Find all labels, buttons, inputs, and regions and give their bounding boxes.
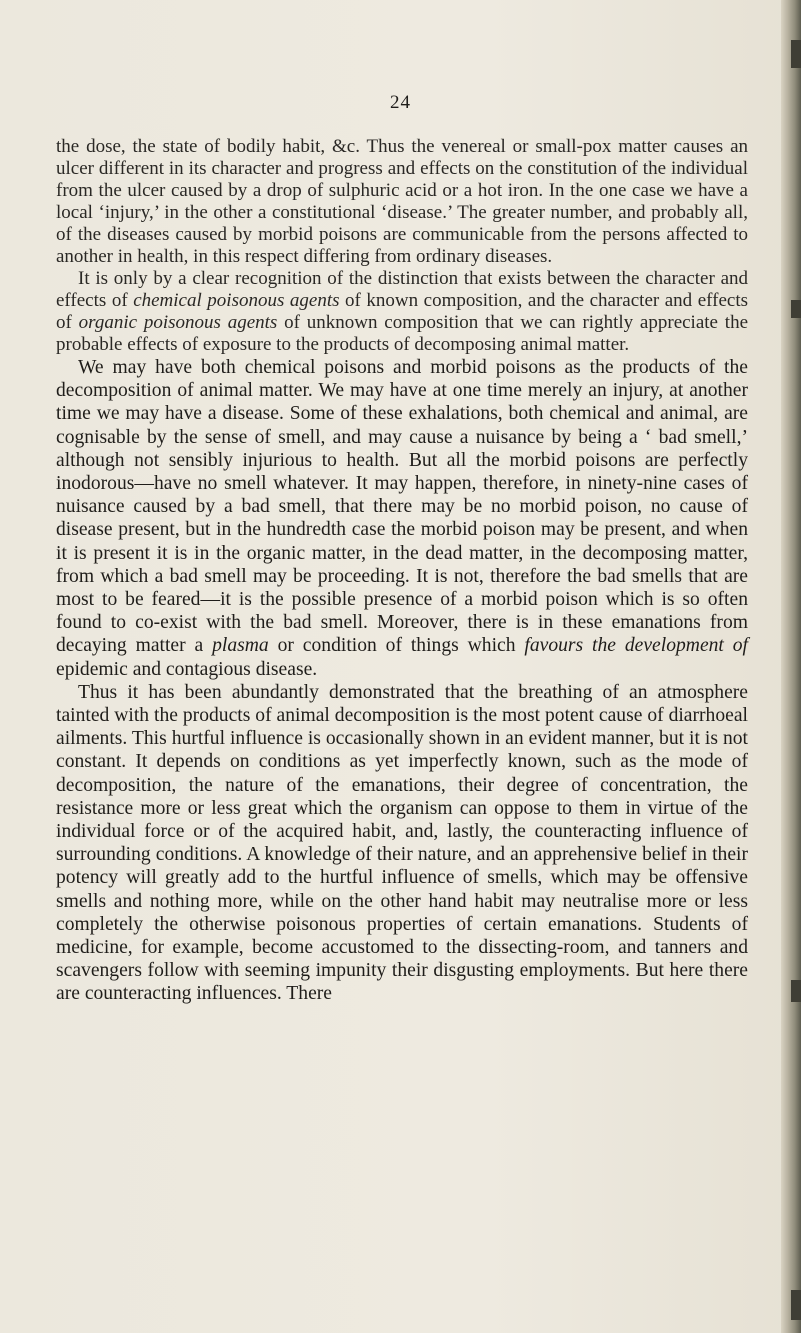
edge-tab-marker: [791, 40, 801, 68]
edge-tab-marker: [791, 980, 801, 1002]
paragraph-2-text-c: of unknown composition that we can rightly appreciate the probable effects of exposure to the products of decomposing animal matter.: [56, 312, 748, 355]
paragraph-3-text-c: epidemic and contagious disease.: [56, 658, 318, 680]
paragraph-3-italic-favours: favours the development of: [524, 635, 748, 657]
paragraph-4-text: Thus it has been abundantly demonstrated that the breathing of an atmosphere tainted with the products of animal decomposition is the most potent cause of diarrhoeal ailments. This hurtful influence is occasionally shown in an evident manner, but it is not constant. It depends on conditions as yet imperfectly known, such as the mode of decomposition, the nature of the emanations, their degree of concentration, the resistance more or less great which the organism can oppose to them in virtue of the individual force or of the acquired habit, and, lastly, the counteracting influence of surrounding conditions. A knowledge of their nature, and an apprehensive belief in their potency will greatly add to the hurtful influence of smells, which may be offensive smells and nothing more, while on the other hand habit may neutralise more or less completely the otherwise poisonous properties of certain emanations. Students of medicine, for example, become accustomed to the dissecting-room, and tanners and scavengers follow with seeming impunity their disgusting employments. But here there are counteracting influences. There: [56, 681, 748, 1005]
paragraph-1-text: the dose, the state of bodily habit, &c. Thus the venereal or small-pox matter causes an ulcer different in its character and progress and effects on the constitution of the individual from the ulcer caused by a drop of sulphuric acid or a hot iron. In the one case we have a local ‘injury,’ in the other a constitutional ‘disease.’ The greater number, and probably all, of the diseases caused by morbid poisons are communicable from the persons affected to another in health, in this respect differing from ordinary diseases.: [56, 136, 748, 267]
paragraph-3-text-a: We may have both chemical poisons and morbid poisons as the products of the decomposition of animal matter. We may have at one time merely an injury, at another time we may have a disease. Some of these exhalations, both chemical and animal, are cognisable by the sense of smell, and may cause a nuisance by being a ‘ bad smell,’ although not sensibly injurious to health. But all the morbid poisons are perfectly inodorous—have no smell whatever. It may happen, therefore, in ninety-nine cases of nuisance caused by a bad smell, that there may be no morbid poison, no cause of disease present, but in the hundredth case the morbid poison may be present, and when it is present it is in the organic matter, in the dead matter, in the decomposing matter, from which a bad smell may be proceeding. It is not, therefore the bad smells that are most to be feared—it is the possible presence of a morbid poison which is so often found to co-exist with the bad smell. Moreover, there is in these emanations from decaying matter a: [56, 357, 748, 657]
edge-tab-marker: [791, 300, 801, 318]
paragraph-1: [56, 136, 748, 268]
paragraph-2-italic-organic: organic poisonous agents: [78, 312, 278, 333]
edge-tab-marker: [791, 1290, 801, 1320]
paragraph-2-text-b: of known composition, and the character and effects of: [56, 290, 748, 333]
body-text: [56, 136, 748, 1006]
paragraph-2-italic-chemical: chemical poisonous agents: [133, 290, 340, 311]
paragraph-2-text-a: It is only by a clear recognition of the distinction that exists between the character and effects of: [56, 268, 748, 311]
paragraph-4: [56, 681, 748, 1006]
page-number: 24: [390, 92, 411, 113]
paragraph-3-text-b: or condition of things which: [268, 635, 525, 657]
paragraph-3: [56, 356, 748, 681]
page-edge-shadow: [781, 0, 801, 1333]
paragraph-2: [56, 268, 748, 356]
paragraph-3-italic-plasma: plasma: [212, 635, 269, 657]
